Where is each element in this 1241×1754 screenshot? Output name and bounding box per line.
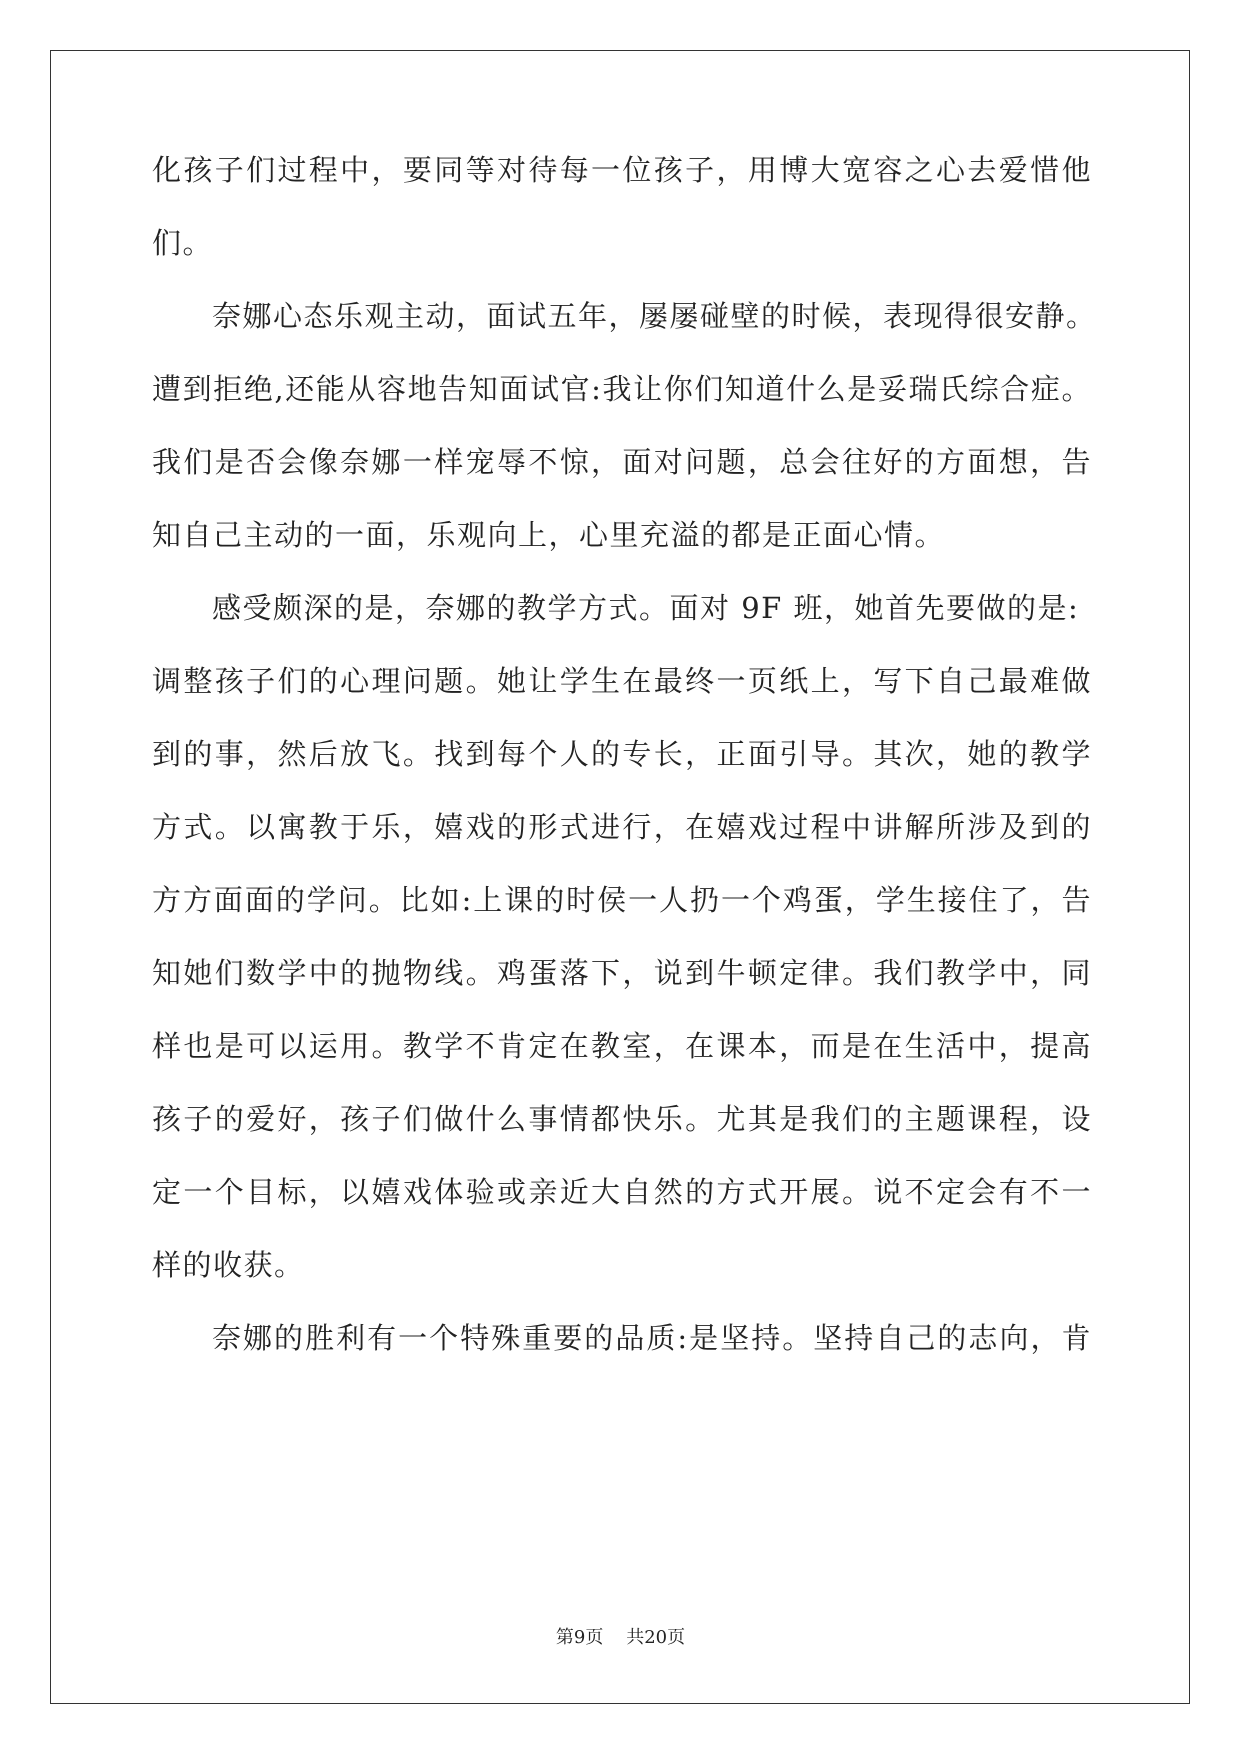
text-line: 方式。以寓教于乐，嬉戏的形式进行，在嬉戏过程中讲解所涉及到的 <box>152 810 1092 844</box>
paragraph-first-line: 感受颇深的是，奈娜的教学方式。面对 9F 班，她首先要做的是: <box>212 591 1080 625</box>
text-line: 遭到拒绝,还能从容地告知面试官:我让你们知道什么是妥瑞氏综合症。 <box>152 372 1092 406</box>
text-line: 样的收获。 <box>152 1248 305 1282</box>
footer-total-suffix: 页 <box>667 1627 686 1648</box>
text-line: 调整孩子们的心理问题。她让学生在最终一页纸上，写下自己最难做 <box>152 664 1092 698</box>
paragraph-first-line: 奈娜的胜利有一个特殊重要的品质:是坚持。坚持自己的志向，肯 <box>212 1321 1092 1355</box>
paragraph-first-line: 奈娜心态乐观主动，面试五年，屡屡碰壁的时候，表现得很安静。 <box>212 299 1097 333</box>
text-line: 化孩子们过程中，要同等对待每一位孩子，用博大宽容之心去爱惜他 <box>152 153 1092 187</box>
footer-page-suffix: 页 <box>585 1627 604 1648</box>
text-line: 样也是可以运用。教学不肯定在教室，在课本，而是在生活中，提高 <box>152 1029 1092 1063</box>
footer-total-label: 共 <box>626 1627 645 1648</box>
text-line: 方方面面的学问。比如:上课的时侯一人扔一个鸡蛋，学生接住了，告 <box>152 883 1092 917</box>
text-line: 到的事，然后放飞。找到每个人的专长，正面引导。其次，她的教学 <box>152 737 1092 771</box>
text-line: 我们是否会像奈娜一样宠辱不惊，面对问题，总会往好的方面想，告 <box>152 445 1092 479</box>
text-line: 知她们数学中的抛物线。鸡蛋落下，说到牛顿定律。我们教学中，同 <box>152 956 1092 990</box>
text-line: 孩子的爱好，孩子们做什么事情都快乐。尤其是我们的主题课程，设 <box>152 1102 1092 1136</box>
text-line: 们。 <box>152 226 214 260</box>
text-line: 知自己主动的一面，乐观向上，心里充溢的都是正面心情。 <box>152 518 946 552</box>
footer-total-pages: 20 <box>644 1627 668 1648</box>
footer-current-page: 9 <box>573 1627 586 1648</box>
text-line: 定一个目标，以嬉戏体验或亲近大自然的方式开展。说不定会有不一 <box>152 1175 1092 1209</box>
footer-current-label: 第 <box>555 1627 574 1648</box>
page-footer <box>0 1626 1241 1650</box>
